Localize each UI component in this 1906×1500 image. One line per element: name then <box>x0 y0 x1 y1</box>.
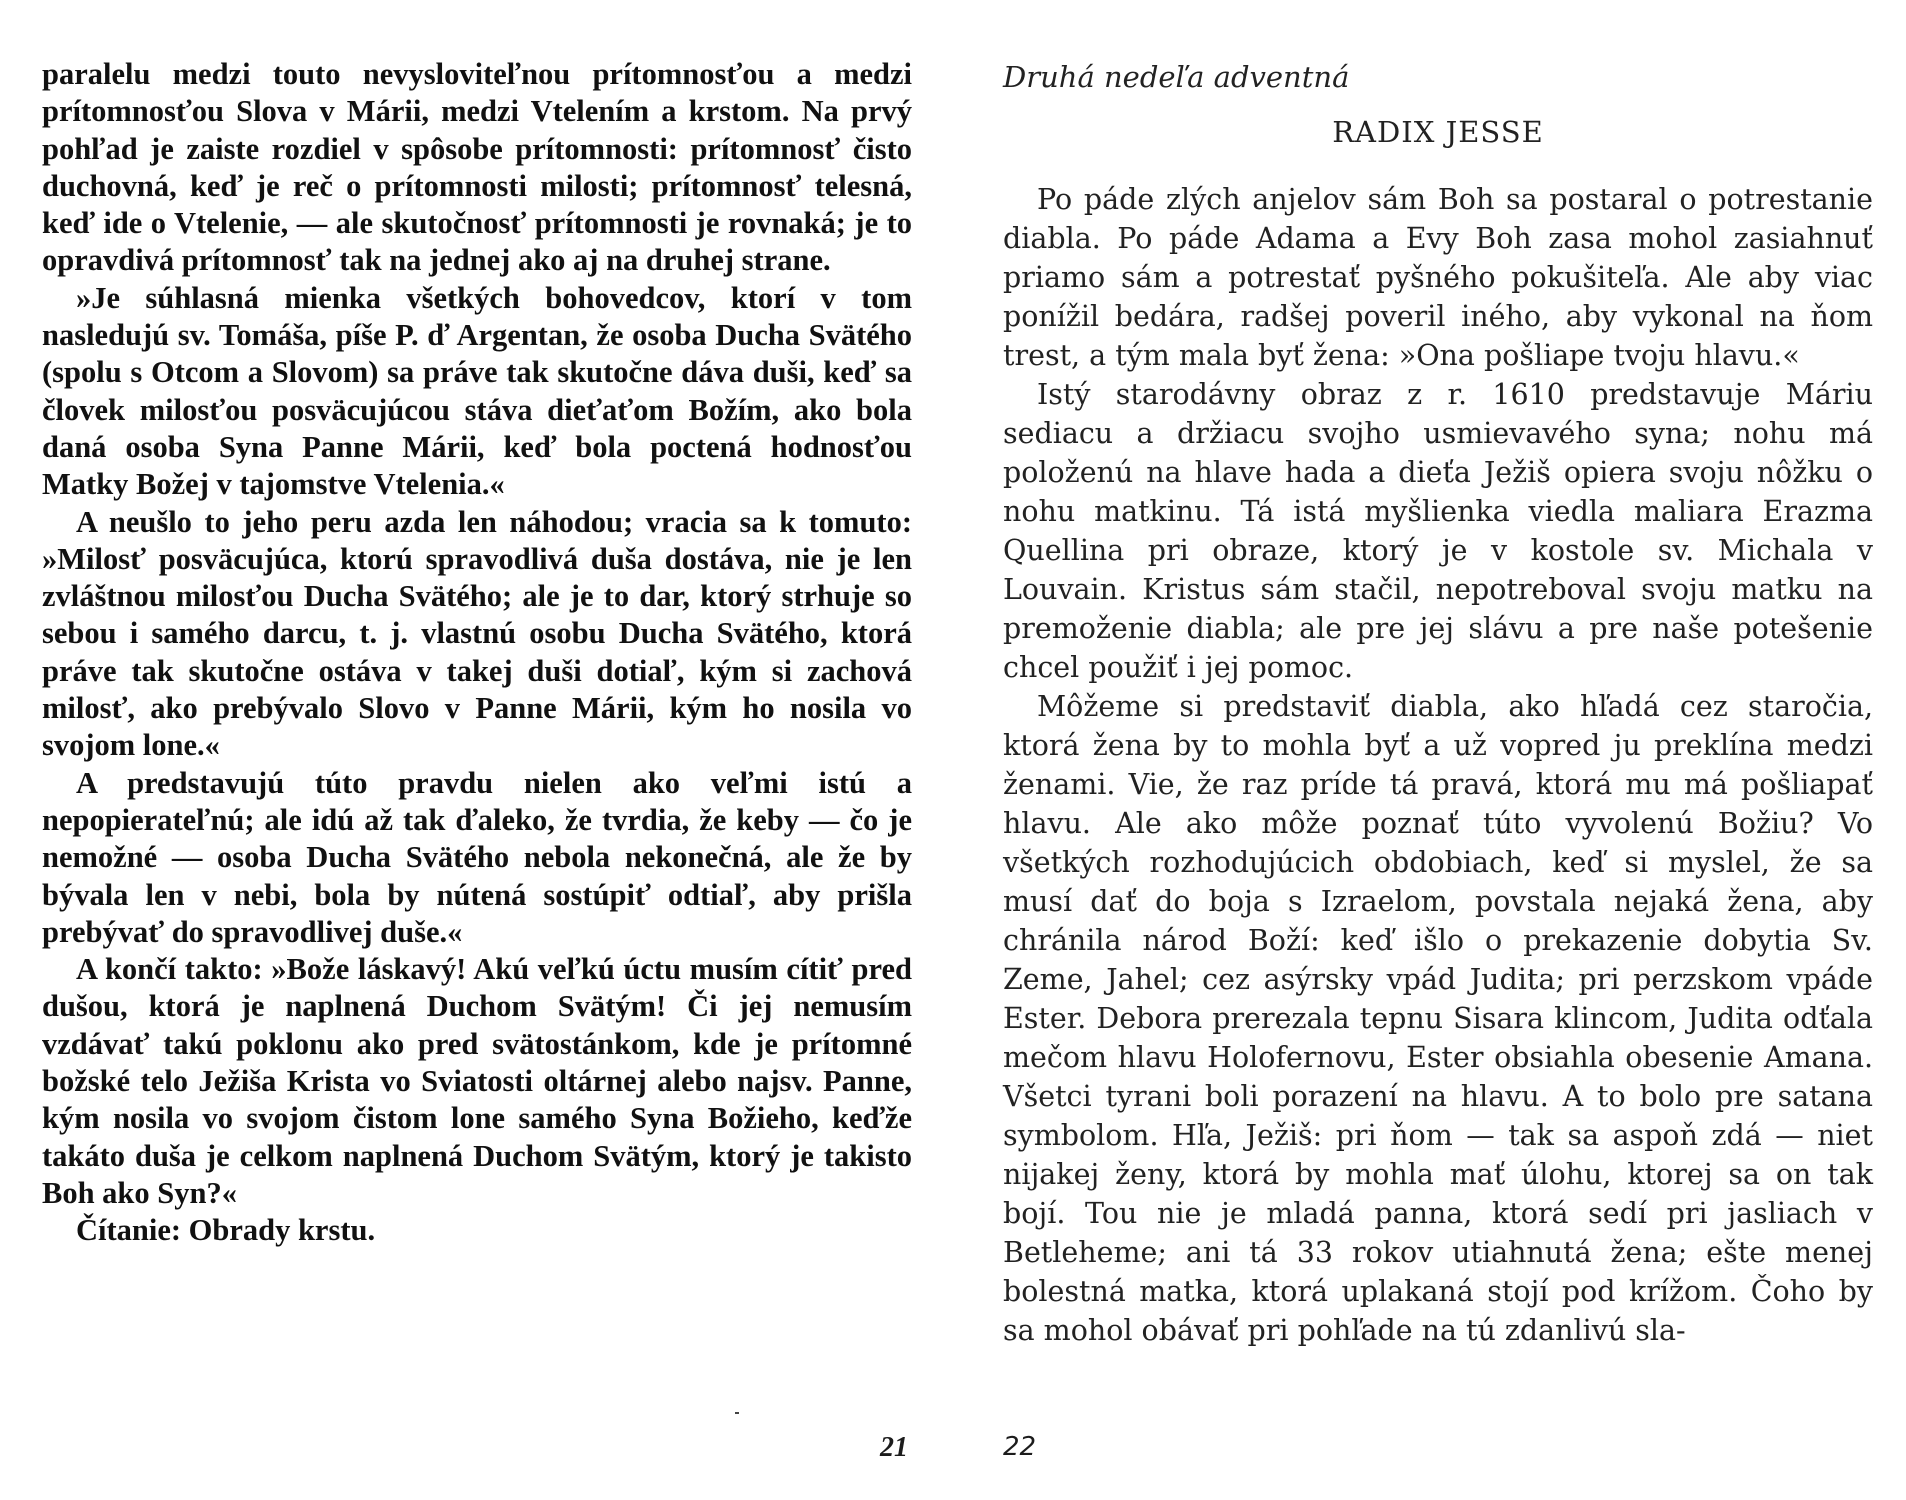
left-page-text <box>42 56 912 1250</box>
page-number: 22 <box>1003 1432 1037 1462</box>
reading-note: Čítanie: Obrady krstu. <box>76 1213 376 1248</box>
print-speck <box>735 1412 739 1414</box>
paragraph: paralelu medzi touto nevysloviteľnou prítomnosťou a medzi prítomnosťou Slova v Márii, medzi Vtelením a krstom. Na prvý pohľad je zaiste rozdiel v spôsobe prítomnosti: prítomnosť čisto duchovná, keď je reč o prítomnosti milosti; prítomnosť telesná, keď ide o Vtelenie, — ale skutočnosť prítomnosti je rovnaká; je to opravdivá prítomnosť tak na jednej ako aj na druhej strane. <box>42 57 912 278</box>
paragraph: Po páde zlých anjelov sám Boh sa postaral o potrestanie diabla. Po páde Adama a Evy Boh zasa mohol zasiahnuť priamo sám a potrestať pyšného pokušiteľa. Ale aby viac ponížil bedára, radšej poveril iného, aby vykonal na ňom trest, a tým mala byť žena: »Ona pošliape tvoju hlavu.« <box>1003 183 1873 372</box>
paragraph: A neušlo to jeho peru azda len náhodou; vracia sa k tomuto: »Milosť posväcujúca, ktorú spravodlivá duša dostáva, nie je len zvláštnou milosťou Ducha Svätého; ale je to dar, ktorý strhuje so sebou i samého darcu, t. j. vlastnú osobu Ducha Svätého, ktorá práve tak skutočne ostáva v takej duši dotiaľ, kým si zachová milosť, ako prebývalo Slovo v Panne Márii, kým ho nosila vo svojom lone.« <box>42 504 912 763</box>
right-page-text <box>1003 58 1873 1350</box>
paragraph: A končí takto: »Bože láskavý! Akú veľkú úctu musím cítiť pred dušou, ktorá je naplnená Duchom Svätým! Či jej nemusím vzdávať takú poklonu ako pred svätostánkom, kde je prítomné božské telo Ježiša Krista vo Sviatosti oltárnej alebo najsv. Panne, kým nosila vo svojom čistom lone samého Syna Božieho, keďže takáto duša je celkom naplnená Duchom Svätým, ktorý je takisto Boh ako Syn?« <box>42 952 912 1210</box>
paragraph: Môžeme si predstaviť diabla, ako hľadá cez staročia, ktorá žena by to mohla byť a už vopred ju preklína medzi ženami. Vie, že raz príde tá pravá, ktorá mu má pošliapať hlavu. Ale ako môže poznať túto vyvolenú Božiu? Vo všetkých rozhodujúcich obdobiach, keď si myslel, že sa musí dať do boja s Izraelom, povstala nejaká žena, aby chránila národ Boží: keď išlo o prekazenie dobytia Sv. Zeme, Jahel; cez asýrsky vpád Judita; pri perzskom vpáde Ester. Debora prerezala tepnu Sisara klincom, Judita odťala mečom hlavu Holofernovu, Ester obsiahla obesenie Amana. Všetci tyrani boli porazení na hlavu. A to bolo pre satana symbolom. Hľa, Ježiš: pri ňom — tak sa aspoň zdá — niet nijakej ženy, ktorá by mohla mať úlohu, ktorej sa on tak bojí. Tou nie je mladá panna, ktorá sedí pri jasliach v Betleheme; ani tá 33 rokov utiahnutá žena; ešte menej bolestná matka, ktorá uplakaná stojí pod krížom. Čoho by sa mohol obávať pri pohľade na tú zdanlivú sla- <box>1003 690 1873 1347</box>
paragraph: Istý starodávny obraz z r. 1610 predstavuje Máriu sediacu a držiacu svojho usmievavého syna; nohu má položenú na hlave hada a dieťa Ježiš opiera svoju nôžku o nohu matkinu. Tá istá myšlienka viedla maliara Erazma Quellina pri obraze, ktorý je v kostole sv. Michala v Louvain. Kristus sám stačil, nepotreboval svoju matku na premoženie diabla; ale pre jej slávu a pre naše potešenie chcel použiť i jej pomoc. <box>1003 378 1873 684</box>
paragraph: A predstavujú túto pravdu nielen ako veľmi istú a nepopierateľnú; ale idú až tak ďaleko, že tvrdia, že keby — čo je nemožné — osoba Ducha Svätého nebola nekonečná, ale že by bývala len v nebi, bola by nútená sostúpiť odtiaľ, aby prišla prebývať do spravodlivej duše.« <box>42 765 912 949</box>
paragraph: »Je súhlasná mienka všetkých bohovedcov, ktorí v tom nasledujú sv. Tomáša, píše P. ď Argentan, že osoba Ducha Svätého (spolu s Otcom a Slovom) sa práve tak skutočne dáva duši, keď sa človek milosťou posväcujúcou stáva dieťaťom Božím, ako bola daná osoba Syna Panne Márii, keď bola poctená hodnosťou Matky Božej v tajomstve Vtelenia.« <box>42 280 912 502</box>
right-page <box>953 0 1906 1500</box>
page-number: 21 <box>880 1432 908 1463</box>
running-head: Druhá nedeľa adventná <box>1003 60 1350 94</box>
chapter-title: RADIX JESSE <box>1332 115 1544 149</box>
